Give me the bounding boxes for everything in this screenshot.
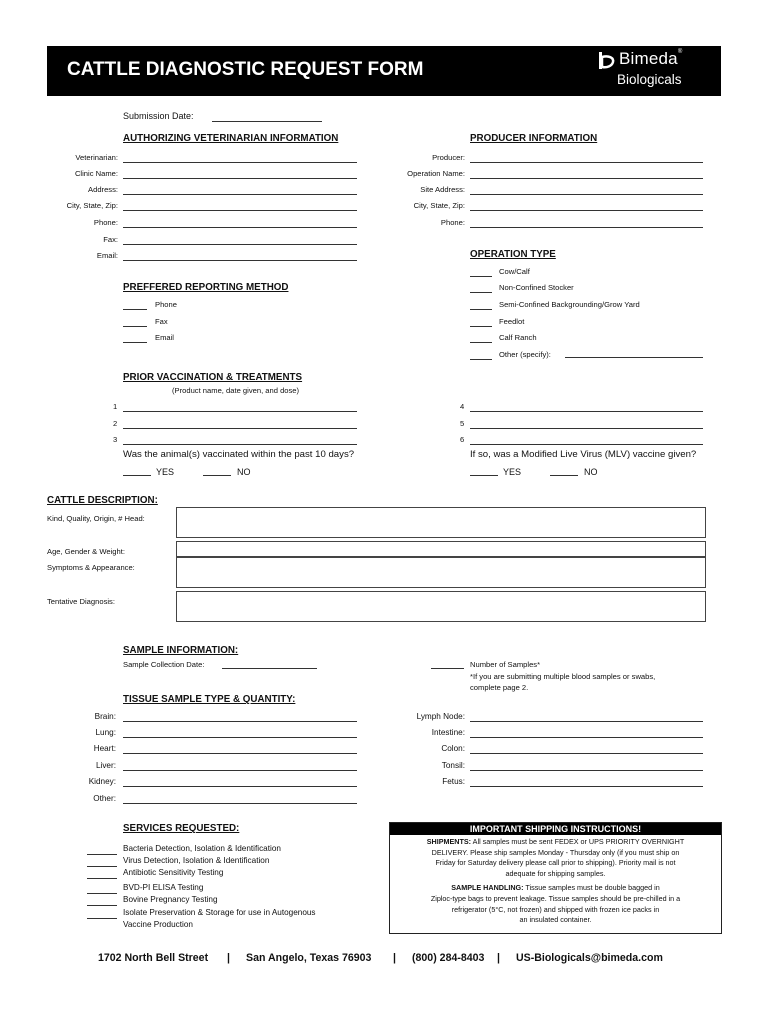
vaccinated-question: Was the animal(s) vaccinated within the past 10 days? xyxy=(123,449,355,460)
tissue-quantity-field[interactable] xyxy=(470,721,703,722)
shipments-text: SHIPMENTS: All samples must be sent FEDEX or UPS PRIORITY OVERNIGHT DELIVERY. Please ship samples Monday - Thursday only (if you must ship on Friday for Saturday delivery please call prior to shipping). Priority mail is not adequate for shipping samples. xyxy=(426,837,685,878)
prior-vaccination-subheading: (Product name, date given, and dose) xyxy=(172,386,300,395)
form-title: CATTLE DIAGNOSTIC REQUEST FORM xyxy=(67,59,424,80)
reporting-method-option: Phone xyxy=(155,300,177,309)
producer-field-label: Site Address: xyxy=(420,185,465,194)
vaccination-line[interactable] xyxy=(470,411,703,412)
operation-type-option: Calf Ranch xyxy=(499,333,537,342)
shipping-instructions-box xyxy=(389,822,722,934)
operation-type-blank[interactable] xyxy=(470,359,492,360)
tissue-label: Other: xyxy=(93,794,116,803)
reporting-method-blank[interactable] xyxy=(123,326,147,327)
producer-field-label: Operation Name: xyxy=(407,169,465,178)
vaccination-number: 1 xyxy=(113,402,118,411)
operation-type-blank[interactable] xyxy=(470,276,492,277)
vet-field-label: Email: xyxy=(96,251,118,260)
vaccinated-yes-label: YES xyxy=(156,467,175,477)
tissue-label: Fetus: xyxy=(442,777,465,786)
cattle-description-heading: CATTLE DESCRIPTION: xyxy=(47,495,158,506)
tissue-label: Tonsil: xyxy=(441,761,465,770)
reporting-method-heading: PREFFERED REPORTING METHOD xyxy=(123,282,289,293)
tissue-quantity-field[interactable] xyxy=(470,786,703,787)
vaccinated-yes-blank[interactable] xyxy=(123,475,151,476)
mlv-no-blank[interactable] xyxy=(550,475,578,476)
bimeda-logo xyxy=(597,48,705,92)
kind-quality-box[interactable] xyxy=(176,507,706,538)
operation-type-option: Semi-Confined Backgrounding/Grow Yard xyxy=(499,300,640,309)
tissue-label: Liver: xyxy=(95,761,116,770)
tentative-diagnosis-label: Tentative Diagnosis: xyxy=(47,597,115,606)
footer-sep-3: | xyxy=(497,952,500,964)
reporting-method-blank[interactable] xyxy=(123,342,147,343)
service-item: BVD-PI ELISA Testing xyxy=(123,883,204,892)
mlv-no-label: NO xyxy=(584,467,598,477)
tissue-label: Lung: xyxy=(95,728,116,737)
mlv-yes-blank[interactable] xyxy=(470,475,498,476)
logo-name: Bimeda® xyxy=(619,49,683,68)
service-blank[interactable] xyxy=(87,918,117,919)
producer-field-input[interactable] xyxy=(470,162,703,163)
sample-collection-date-field[interactable] xyxy=(222,668,317,669)
handling-label: SAMPLE HANDLING: xyxy=(451,883,524,893)
mlv-yes-label: YES xyxy=(503,467,522,477)
vaccinated-no-blank[interactable] xyxy=(203,475,231,476)
service-item: Bovine Pregnancy Testing xyxy=(123,895,218,904)
vaccination-number: 5 xyxy=(460,419,465,428)
tissue-quantity-field[interactable] xyxy=(123,753,357,754)
operation-type-blank[interactable] xyxy=(470,309,492,310)
shipping-heading: IMPORTANT SHIPPING INSTRUCTIONS! xyxy=(390,823,721,835)
prior-vaccination-heading: PRIOR VACCINATION & TREATMENTS xyxy=(123,372,303,383)
tissue-quantity-field[interactable] xyxy=(123,770,357,771)
operation-type-blank[interactable] xyxy=(470,342,492,343)
vet-field-input[interactable] xyxy=(123,194,357,195)
vaccination-line[interactable] xyxy=(123,428,357,429)
reporting-method-option: Fax xyxy=(155,317,168,326)
vaccination-number: 4 xyxy=(460,402,465,411)
vet-field-label: City, State, Zip: xyxy=(66,201,118,210)
tissue-quantity-field[interactable] xyxy=(470,753,703,754)
vet-info-heading: AUTHORIZING VETERINARIAN INFORMATION xyxy=(123,133,339,144)
vet-field-label: Address: xyxy=(88,185,118,194)
logo-subtitle: Biologicals xyxy=(617,72,682,87)
shipments-label: SHIPMENTS: xyxy=(426,837,472,846)
bimeda-logo-icon xyxy=(597,51,617,71)
vaccination-line[interactable] xyxy=(123,444,357,445)
producer-info-heading: PRODUCER INFORMATION xyxy=(470,133,598,144)
vet-field-input[interactable] xyxy=(123,178,357,179)
number-of-samples-label: Number of Samples* xyxy=(470,660,541,669)
footer-phone: (800) 284-8403 xyxy=(412,952,485,964)
services-heading: SERVICES REQUESTED: xyxy=(123,823,240,834)
vet-field-label: Fax: xyxy=(103,235,118,244)
age-gender-label: Age, Gender & Weight: xyxy=(47,547,125,556)
samples-note-line2: complete page 2. xyxy=(470,683,529,692)
tissue-label: Brain: xyxy=(94,712,116,721)
vaccination-line[interactable] xyxy=(470,428,703,429)
vet-field-input[interactable] xyxy=(123,162,357,163)
tissue-label: Colon: xyxy=(441,744,465,753)
tentative-diagnosis-box[interactable] xyxy=(176,591,706,622)
producer-field-label: Phone: xyxy=(440,218,465,227)
tissue-label: Kidney: xyxy=(88,777,116,786)
reporting-method-option: Email xyxy=(155,333,174,342)
producer-field-label: Producer: xyxy=(432,153,465,162)
service-blank[interactable] xyxy=(87,878,117,879)
kind-quality-label: Kind, Quality, Origin, # Head: xyxy=(47,514,145,523)
service-item: Antibiotic Sensitivity Testing xyxy=(123,868,224,877)
tissue-label: Heart: xyxy=(93,744,116,753)
operation-type-blank[interactable] xyxy=(470,326,492,327)
operation-type-option: Feedlot xyxy=(499,317,525,326)
producer-field-label: City, State, Zip: xyxy=(413,201,465,210)
tissue-heading: TISSUE SAMPLE TYPE & QUANTITY: xyxy=(123,694,296,705)
vet-field-input[interactable] xyxy=(123,210,357,211)
producer-field-input[interactable] xyxy=(470,194,703,195)
sample-info-heading: SAMPLE INFORMATION: xyxy=(123,645,239,656)
samples-note-line1: *If you are submitting multiple blood samples or swabs, xyxy=(470,672,656,681)
operation-type-option: Non-Confined Stocker xyxy=(499,283,574,292)
tissue-quantity-field[interactable] xyxy=(470,770,703,771)
number-of-samples-field[interactable] xyxy=(431,668,464,669)
vet-field-input[interactable] xyxy=(123,227,357,228)
tissue-label: Lymph Node: xyxy=(416,712,465,721)
handling-text: SAMPLE HANDLING: Tissue samples must be double bagged in Ziploc-type bags to prevent leakage. Tissue samples should be pre-chilled in a refrigerator (5°C, not frozen) and shipped with frozen ice packs in an insulated container. xyxy=(430,883,681,925)
reporting-method-blank[interactable] xyxy=(123,309,147,310)
vaccination-line[interactable] xyxy=(470,444,703,445)
age-gender-box[interactable] xyxy=(176,541,706,557)
tissue-quantity-field[interactable] xyxy=(123,786,357,787)
vaccination-number: 6 xyxy=(460,435,465,444)
footer-sep-1: | xyxy=(227,952,230,964)
symptoms-box[interactable] xyxy=(176,557,706,588)
tissue-quantity-field[interactable] xyxy=(123,737,357,738)
service-item: Isolate Preservation & Storage for use in Autogenous xyxy=(123,908,316,917)
footer-city: San Angelo, Texas 76903 xyxy=(246,952,372,964)
symptoms-label: Symptoms & Appearance: xyxy=(47,563,135,572)
vaccinated-no-label: NO xyxy=(237,467,251,477)
service-item: Virus Detection, Isolation & Identification xyxy=(123,856,270,865)
tissue-quantity-field[interactable] xyxy=(123,721,357,722)
tissue-quantity-field[interactable] xyxy=(123,803,357,804)
sample-collection-date-label: Sample Collection Date: xyxy=(123,660,205,669)
producer-field-input[interactable] xyxy=(470,178,703,179)
vet-field-label: Phone: xyxy=(93,218,118,227)
operation-type-heading: OPERATION TYPE xyxy=(470,249,556,260)
service-blank[interactable] xyxy=(87,893,117,894)
tissue-label: Intestine: xyxy=(431,728,465,737)
footer-address: 1702 North Bell Street xyxy=(98,952,209,964)
service-blank[interactable] xyxy=(87,866,117,867)
service-item-continuation: Vaccine Production xyxy=(123,920,193,929)
service-item: Bacteria Detection, Isolation & Identification xyxy=(123,844,281,853)
producer-field-input[interactable] xyxy=(470,210,703,211)
vaccination-line[interactable] xyxy=(123,411,357,412)
service-blank[interactable] xyxy=(87,905,117,906)
producer-field-input[interactable] xyxy=(470,227,703,228)
vaccination-number: 3 xyxy=(113,435,118,444)
vet-field-input[interactable] xyxy=(123,260,357,261)
operation-type-blank[interactable] xyxy=(470,292,492,293)
service-blank[interactable] xyxy=(87,854,117,855)
operation-type-option: Cow/Calf xyxy=(499,267,530,276)
other-specify-field[interactable] xyxy=(565,357,703,358)
header-bar xyxy=(47,46,721,96)
vet-field-input[interactable] xyxy=(123,244,357,245)
submission-date-label: Submission Date: xyxy=(123,111,194,121)
vet-field-label: Veterinarian: xyxy=(75,153,118,162)
mlv-question: If so, was a Modified Live Virus (MLV) vaccine given? xyxy=(470,449,697,460)
tissue-quantity-field[interactable] xyxy=(470,737,703,738)
vet-field-label: Clinic Name: xyxy=(74,169,118,178)
operation-type-option: Other (specify): xyxy=(499,350,551,359)
footer-sep-2: | xyxy=(393,952,396,964)
footer-email: US-Biologicals@bimeda.com xyxy=(516,952,663,964)
vaccination-number: 2 xyxy=(113,419,118,428)
submission-date-field[interactable] xyxy=(212,121,322,122)
